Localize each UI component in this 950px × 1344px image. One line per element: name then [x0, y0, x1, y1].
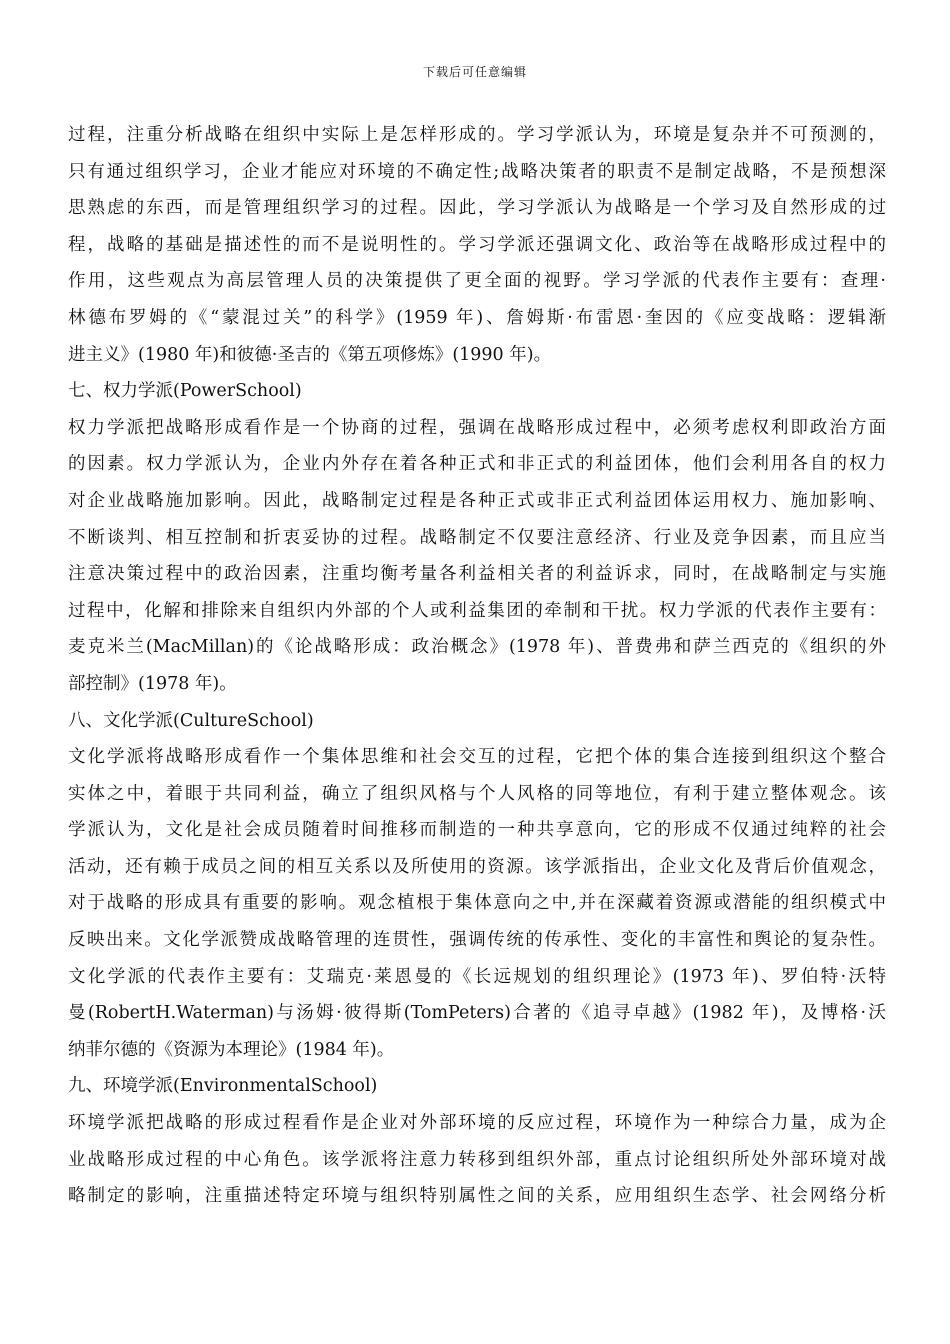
- paragraph-power-school: [68, 410, 886, 703]
- text-line: 麦克米兰(MacMillan)的《论战略形成：政治概念》(1978 年)、普费弗和萨兰西克的《组织的外: [68, 637, 886, 658]
- text-line: 环境学派把战略的形成过程看作是企业对外部环境的反应过程，环境作为一种综合力量，成为企: [68, 1113, 886, 1134]
- text-line: 过程中，化解和排除来自组织内外部的个人或利益集团的牵制和干扰。权力学派的代表作主要有：: [68, 600, 886, 621]
- text-line: 程，战略的基础是描述性的而不是说明性的。学习学派还强调文化、政治等在战略形成过程中的: [68, 234, 886, 255]
- text-line: 思熟虑的东西，而是管理组织学习的过程。因此，学习学派认为战略是一个学习及自然形成的过: [68, 198, 886, 219]
- section-heading-power-school: 七、权力学派(PowerSchool): [68, 381, 302, 402]
- text-line: 纳菲尔德的《资源为本理论》(1984 年)。: [68, 1039, 395, 1060]
- text-line: 的因素。权力学派认为，企业内外存在着各种正式和非正式的利益团体，他们会利用各自的权力: [68, 454, 886, 475]
- paragraph-culture-school: [68, 739, 886, 1068]
- text-line: 对企业战略施加影响。因此，战略制定过程是各种正式或非正式利益团体运用权力、施加影响、: [68, 490, 886, 511]
- paragraph-environmental-school: [68, 1105, 886, 1215]
- text-line: 曼(RobertH.Waterman)与汤姆·彼得斯(TomPeters)合著的《追寻卓越》(1982 年)，及博格·沃: [68, 1003, 886, 1024]
- section-heading-culture-school: 八、文化学派(CultureSchool): [68, 710, 314, 731]
- text-line: 略制定的影响，注重描述特定环境与组织特别属性之间的关系，应用组织生态学、社会网络分析: [68, 1186, 886, 1207]
- text-line: 对于战略的形成具有重要的影响。观念植根于集体意向之中,并在深藏着资源或潜能的组织模式中: [68, 893, 886, 914]
- text-line: 文化学派将战略形成看作一个集体思维和社会交互的过程，它把个体的集合连接到组织这个整合: [68, 747, 886, 768]
- text-line: 权力学派把战略形成看作是一个协商的过程，强调在战略形成过程中，必须考虑权利即政治方面: [68, 417, 886, 438]
- text-line: 学派认为，文化是社会成员随着时间推移而制造的一种共享意向，它的形成不仅通过纯粹的社会: [68, 820, 886, 841]
- text-line: 作用，这些观点为高层管理人员的决策提供了更全面的视野。学习学派的代表作主要有：查理·: [68, 271, 886, 292]
- text-line: 不断谈判、相互控制和折衷妥协的过程。战略制定不仅要注意经济、行业及竞争因素，而且应当: [68, 527, 886, 548]
- text-line: 注意决策过程中的政治因素，注重均衡考量各利益相关者的利益诉求，同时，在战略制定与实施: [68, 564, 886, 585]
- text-line: 反映出来。文化学派赞成战略管理的连贯性，强调传统的传承性、变化的丰富性和舆论的复杂性。: [68, 930, 886, 951]
- text-line: 过程，注重分析战略在组织中实际上是怎样形成的。学习学派认为，环境是复杂并不可预测的，: [68, 125, 886, 145]
- text-line: 林德布罗姆的《“蒙混过关”的科学》(1959 年)、詹姆斯·布雷恩·奎因的《应变战略：逻辑渐: [68, 307, 886, 328]
- page-header: 下载后可任意编辑: [422, 65, 527, 79]
- text-line: 实体之中，着眼于共同利益，确立了组织风格与个人风格的同等地位，有利于建立整体观念。该: [68, 783, 886, 804]
- text-line: 文化学派的代表作主要有：艾瑞克·莱恩曼的《长远规划的组织理论》(1973 年)、罗伯特·沃特: [68, 966, 886, 987]
- text-line: 业战略形成过程的中心角色。该学派将注意力转移到组织外部，重点讨论组织所处外部环境对战: [68, 1149, 886, 1170]
- document-body: [68, 117, 886, 1215]
- section-heading-environmental-school: 九、环境学派(EnvironmentalSchool): [68, 1076, 378, 1097]
- text-line: 活动，还有赖于成员之间的相互关系以及所使用的资源。该学派指出，企业文化及背后价值观念，: [68, 856, 886, 877]
- text-line: 部控制》(1978 年)。: [68, 673, 237, 694]
- text-line: 只有通过组织学习，企业才能应对环境的不确定性;战略决策者的职责不是制定战略，不是预想深: [68, 161, 886, 182]
- text-line: 进主义》(1980 年)和彼德·圣吉的《第五项修炼》(1990 年)。: [68, 344, 552, 365]
- paragraph-learning-school-continued: [68, 117, 886, 373]
